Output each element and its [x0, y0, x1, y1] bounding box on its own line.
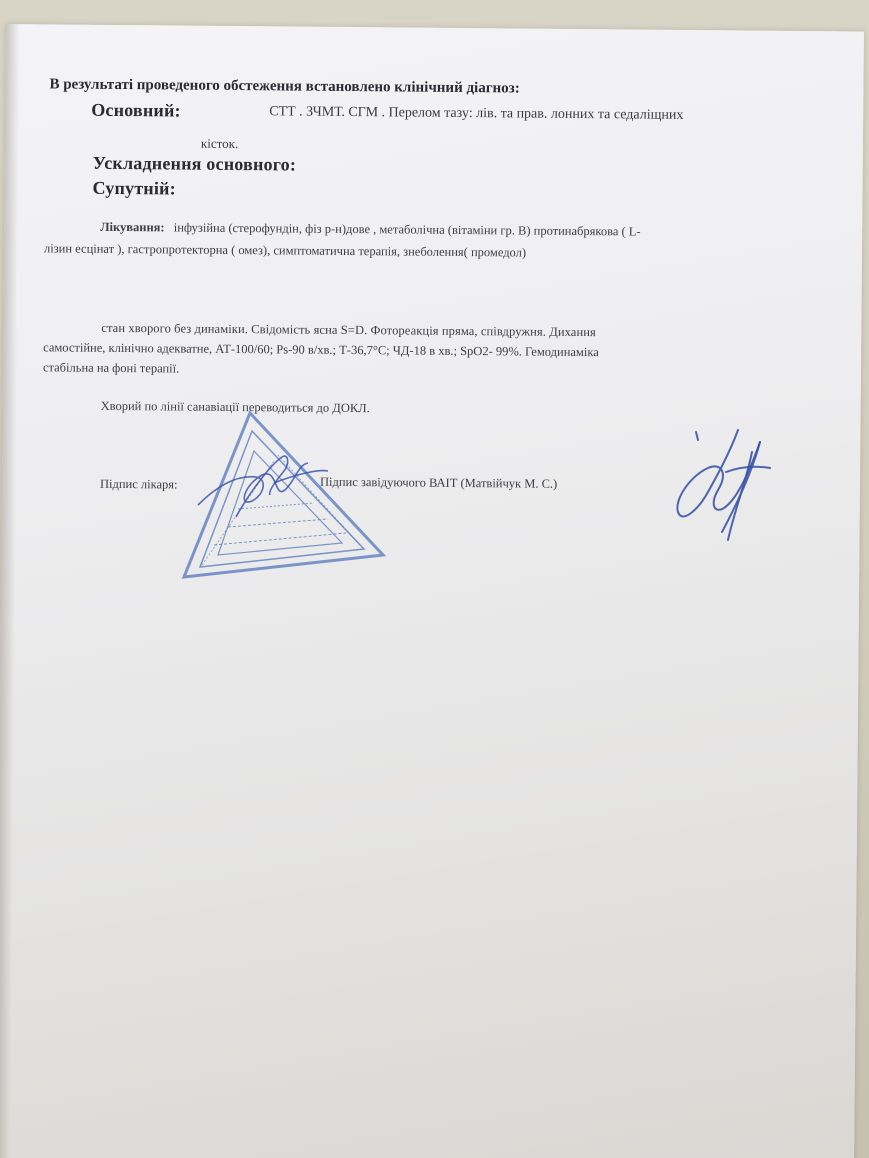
status-line-2: самостійне, клінічно адекватне, АТ-100/60; Ps-90 в/хв.; Т-36,7°С; ЧД-18 в хв.; SpO2- 99%. Гемодинаміка: [43, 340, 599, 360]
main-diagnosis-value: СТТ . ЗЧМТ. СГМ . Перелом тазу: лів. та прав. лонних та седаліщних: [269, 104, 684, 123]
transfer-note: Хворий по лінії санавіації переводиться до ДОКЛ.: [100, 398, 370, 416]
treatment-text-1: інфузійна (стерофундін, фіз р-н)дове , метаболічна (вітаміни гр. В) протинабрякова ( L-: [173, 220, 641, 239]
complication-label: Ускладнення основного:: [92, 152, 297, 175]
signature-icon: [668, 422, 778, 547]
diagnosis-intro: В результаті проведеного обстеження встановлено клінічний діагноз:: [49, 76, 520, 97]
treatment-line-1: [100, 220, 641, 240]
treatment-line-2: лізин есцінат ), гастропротекторна ( омез), симптоматична терапія, знеболення( промедол): [43, 241, 527, 260]
main-diagnosis-label: Основний:: [91, 99, 181, 121]
status-line-3: стабільна на фоні терапії.: [42, 360, 180, 376]
doctor-signature-label: Підпис лікаря:: [99, 476, 178, 492]
concomitant-label: Супутній:: [92, 177, 176, 199]
stamp-icon: [178, 405, 388, 585]
treatment-label: Лікування:: [100, 219, 165, 235]
document-page: [0, 24, 864, 1158]
main-diagnosis-value-cont: кісток.: [200, 135, 239, 152]
page-edge-shadow: [0, 24, 20, 1158]
head-signature-label: Підпис завідуючого ВАІТ (Матвійчук М. С.): [319, 474, 558, 491]
status-line-1: стан хворого без динаміки. Свідомість ясна S=D. Фотореакція пряма, співдружня. Дихання: [101, 320, 596, 340]
